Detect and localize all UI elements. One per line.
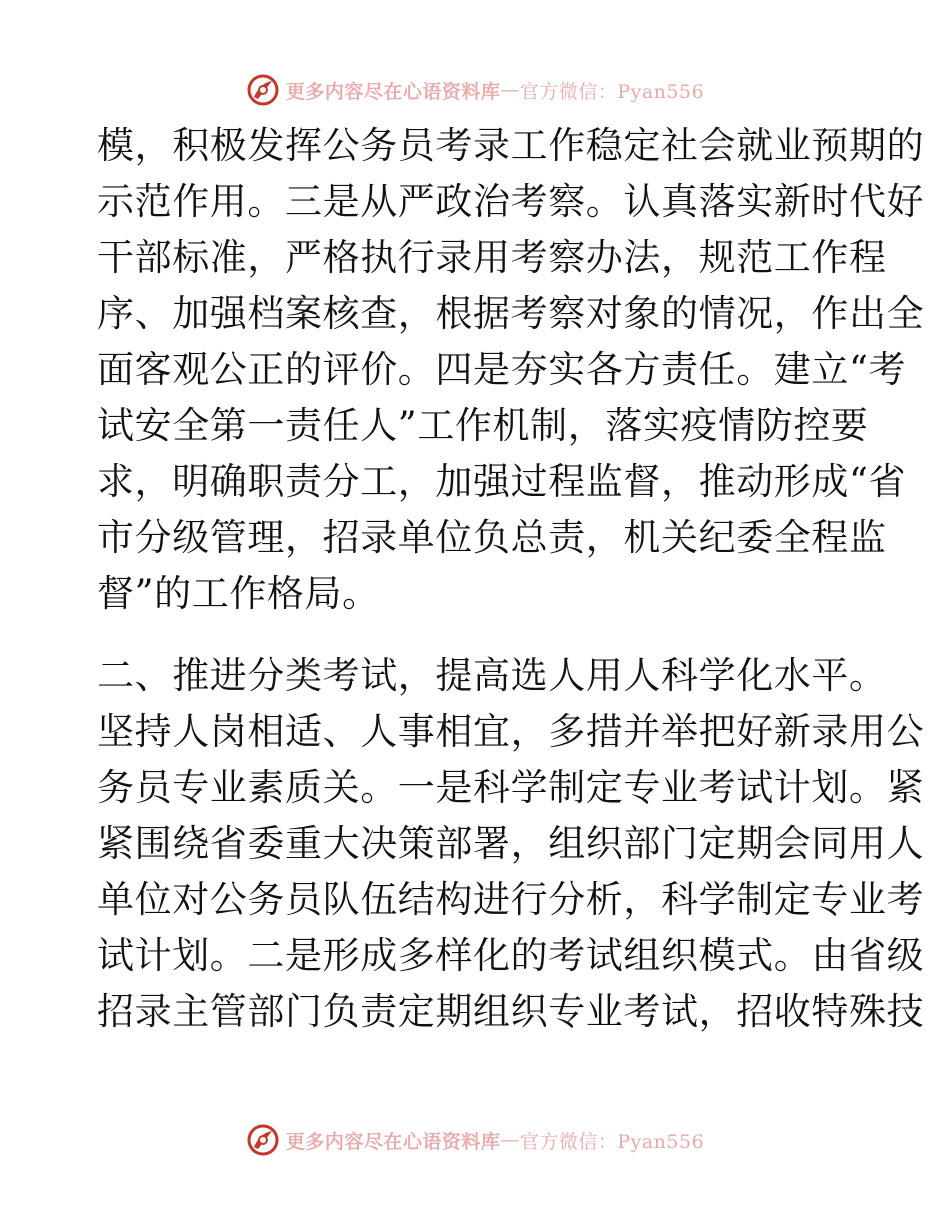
header-watermark bbox=[0, 70, 950, 110]
text-line: 务员专业素质关。一是科学制定专业考试计划。紧 bbox=[97, 766, 925, 809]
logo-icon bbox=[246, 73, 280, 107]
footer-site-text: 更多内容尽在心语资料库 bbox=[285, 1130, 501, 1153]
text-line: 示范作用。三是从严政治考察。认真落实新时代好 bbox=[97, 180, 925, 223]
text-line: 督”的工作格局。 bbox=[97, 572, 380, 615]
text-line: 试安全第一责任人”工作机制，落实疫情防控要 bbox=[97, 404, 869, 447]
text-line: 招录主管部门负责定期组织专业考试，招收特殊技 bbox=[97, 990, 925, 1033]
logo-icon bbox=[246, 1123, 280, 1157]
text-line: 序、加强档案核查，根据考察对象的情况，作出全 bbox=[97, 292, 925, 335]
header-separator: — bbox=[500, 79, 520, 101]
footer-separator: — bbox=[500, 1129, 520, 1151]
text-line: 紧围绕省委重大决策部署，组织部门定期会同用人 bbox=[97, 822, 925, 865]
footer-wechat-text: 官方微信：Pyan556 bbox=[519, 1130, 705, 1153]
text-line: 试计划。二是形成多样化的考试组织模式。由省级 bbox=[97, 934, 925, 977]
text-line: 市分级管理，招录单位负总责，机关纪委全程监 bbox=[97, 516, 887, 559]
text-line: 干部标准，严格执行录用考察办法，规范工作程 bbox=[97, 236, 887, 279]
footer-watermark bbox=[0, 1120, 950, 1160]
text-line: 单位对公务员队伍结构进行分析，科学制定专业考 bbox=[97, 878, 925, 921]
paragraph-2 bbox=[97, 648, 925, 1040]
text-line: 求，明确职责分工，加强过程监督，推动形成“省 bbox=[97, 460, 907, 503]
paragraph-1 bbox=[97, 118, 925, 622]
header-wechat-text: 官方微信：Pyan556 bbox=[519, 80, 705, 103]
text-line: 模，积极发挥公务员考录工作稳定社会就业预期的 bbox=[97, 124, 925, 167]
document-body bbox=[97, 118, 925, 1040]
text-line: 坚持人岗相适、人事相宜，多措并举把好新录用公 bbox=[97, 710, 925, 753]
section-heading-line: 二、推进分类考试，提高选人用人科学化水平。 bbox=[97, 654, 887, 697]
text-line: 面客观公正的评价。四是夯实各方责任。建立“考 bbox=[97, 348, 907, 391]
header-site-text: 更多内容尽在心语资料库 bbox=[285, 80, 501, 103]
paragraph-spacer bbox=[97, 622, 857, 648]
